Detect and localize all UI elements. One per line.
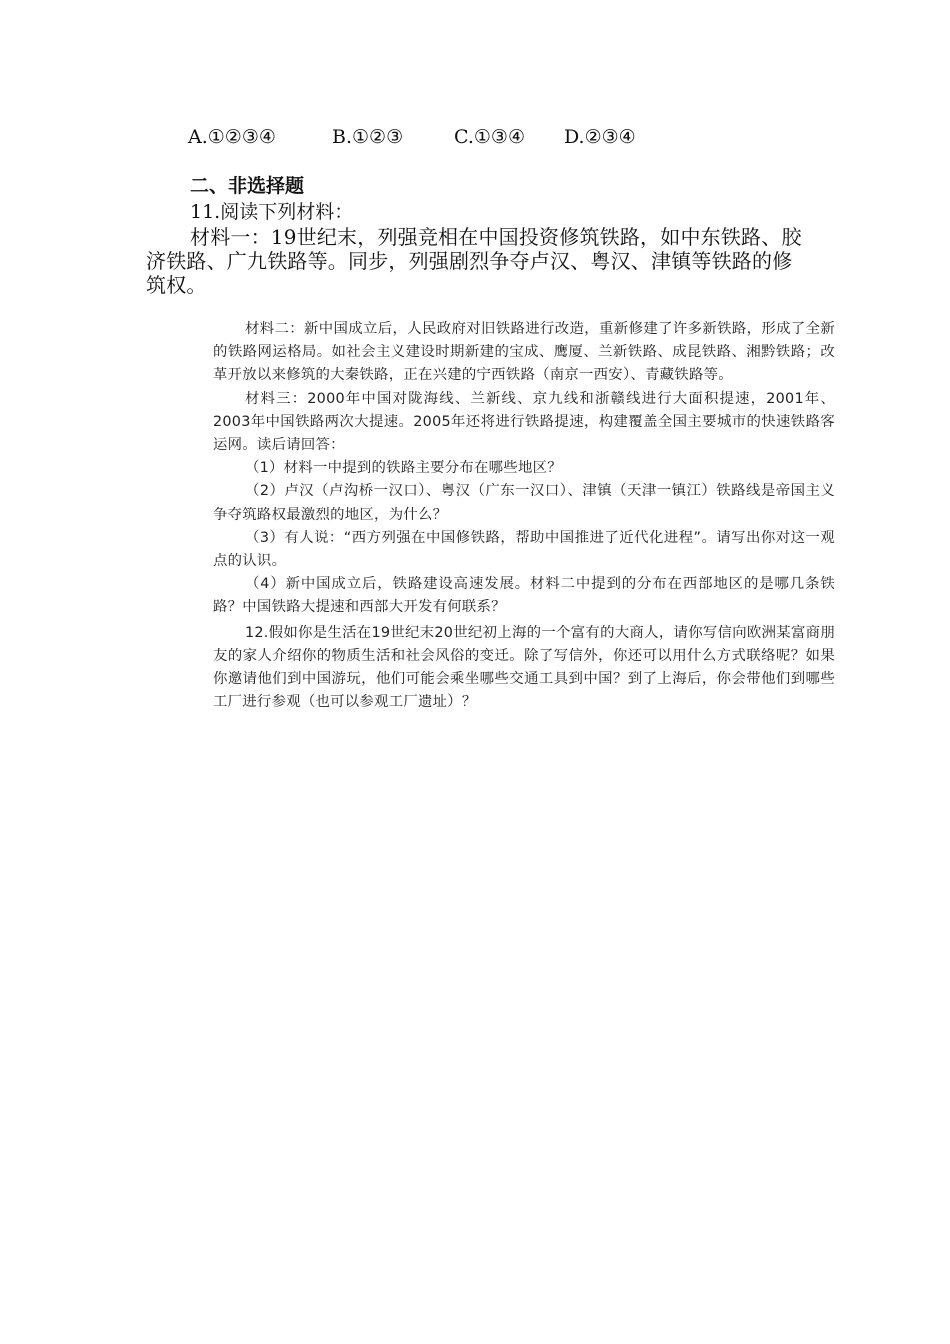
question-12: 12.假如你是生活在19世纪末20世纪初上海的一个富有的大商人，请你写信向欧洲某富商朋友的家人介绍你的物质生活和社会风俗的变迁。除了写信外，你还可以用什么方式联络呢？如果你邀请他们到中国游玩，他们可能会乘坐哪些交通工具到中国？到了上海后，你会带他们到哪些工厂进行参观（也可以参观工厂遗址）？ — [213, 624, 835, 711]
option-b: B.①②③ — [332, 126, 404, 148]
question-11-1: （1）材料一中提到的铁路主要分布在哪些地区？ — [245, 460, 562, 477]
question-11-4: （4）新中国成立后，铁路建设高速发展。材料二中提到的分布在西部地区的是哪几条铁路？中国铁路大提速和西部大开发有何联系？ — [213, 576, 835, 616]
question-11-3: （3）有人说：“西方列强在中国修铁路，帮助中国推进了近代化进程”。请写出你对这一观点的认识。 — [213, 529, 835, 570]
question-11-2: （2）卢汉（卢沟桥一汉口）、粤汉（广东一汉口）、津镇（天津一镇江）铁路线是帝国主义争夺筑路权最激烈的地区，为什么？ — [213, 483, 835, 523]
option-a: A.①②③④ — [188, 126, 276, 148]
scanned-text-block — [213, 318, 835, 714]
option-d: D.②③④ — [564, 126, 636, 148]
material-one-text: 材料一：19世纪末，列强竞相在中国投资修筑铁路，如中东铁路、胶济铁路、广九铁路等。同步，列强剧烈争夺卢汉、粤汉、津镇等铁路的修筑权。 — [146, 225, 802, 297]
section-title: 二、非选择题 — [190, 175, 305, 197]
material-three: 材料三：2000年中国对陇海线、兰新线、京九线和浙赣线进行大面积提速，2001年、2003年中国铁路两次大提速。2005年还将进行铁路提速，构建覆盖全国主要城市的快速铁路客运网。读后请回答： — [213, 390, 835, 454]
question-11-intro: 11.阅读下列材料： — [190, 201, 354, 223]
material-two: 材料二：新中国成立后，人民政府对旧铁路进行改造，重新修建了许多新铁路，形成了全新的铁路网运格局。如社会主义建设时期新建的宝成、鹰厦、兰新铁路、成昆铁路、湘黔铁路；改革开放以来修筑的大秦铁路，正在兴建的宁西铁路（南京一西安）、青藏铁路等。 — [213, 321, 835, 384]
material-one — [146, 225, 811, 297]
option-c: C.①③④ — [454, 126, 525, 148]
answer-options — [188, 124, 636, 150]
